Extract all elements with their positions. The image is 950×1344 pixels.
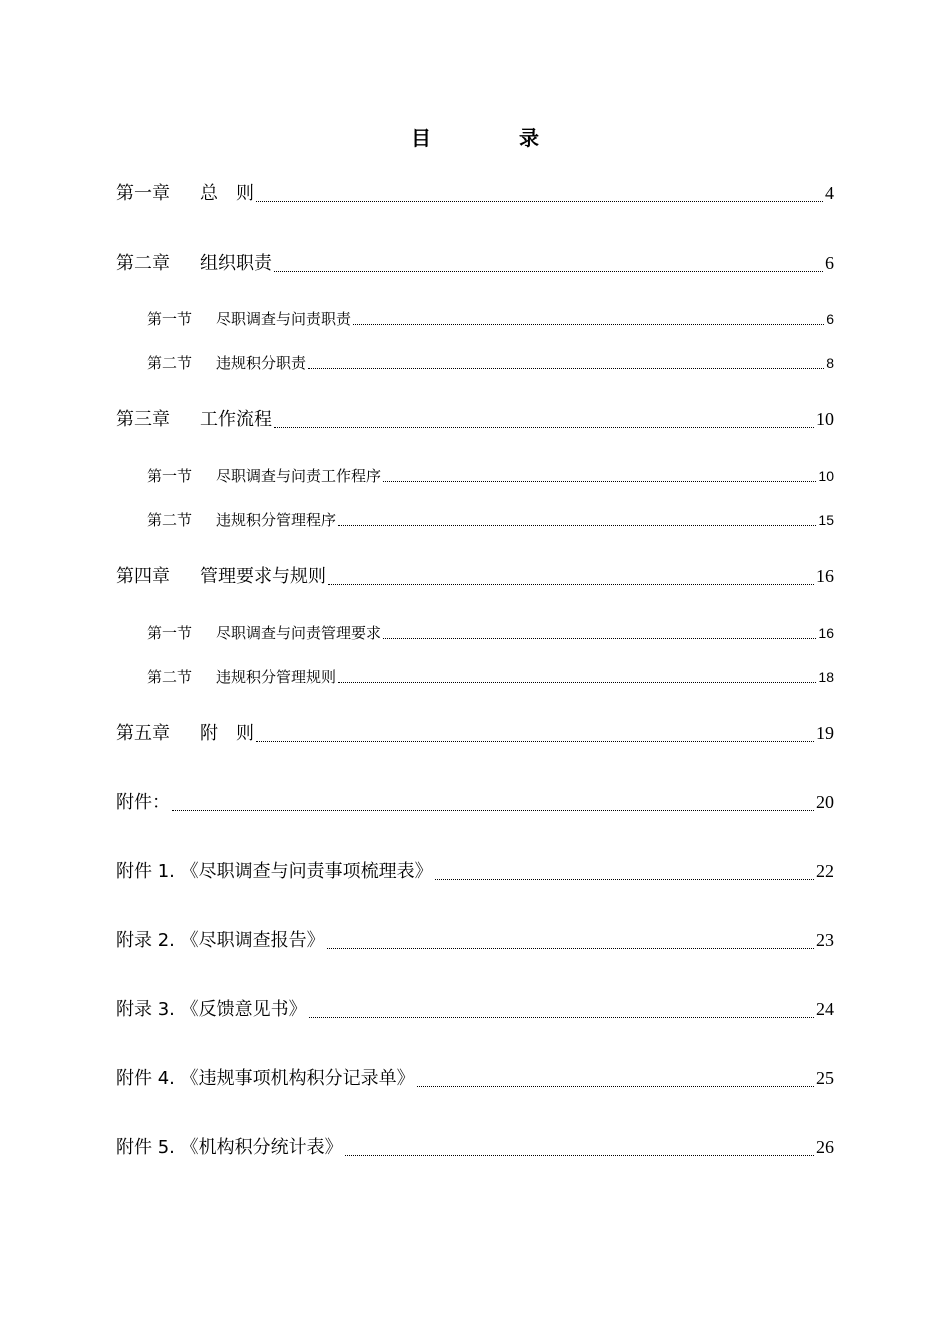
toc-page-number: 18 — [818, 669, 834, 685]
toc-entry-label: 附录 3. 《反馈意见书》 — [116, 999, 307, 1020]
toc-entry-label: 第四章 管理要求与规则 — [116, 566, 326, 587]
toc-entry-chapter-3[interactable] — [116, 407, 834, 432]
toc-page-number: 24 — [816, 999, 834, 1019]
toc-entry-section-4-2[interactable] — [147, 667, 834, 687]
toc-entry-appendix-5[interactable] — [116, 1135, 834, 1160]
toc-entry-label: 第二章 组织职责 — [116, 253, 272, 274]
toc-page-number: 6 — [826, 311, 834, 327]
toc-entry-label: 附件 1. 《尽职调查与问责事项梳理表》 — [116, 861, 433, 882]
toc-leader-dots — [328, 584, 814, 585]
toc-entry-label: 第一章 总 则 — [116, 183, 254, 204]
toc-title: 目 录 — [411, 126, 573, 150]
toc-leader-dots — [338, 682, 816, 683]
toc-entry-appendix-3[interactable] — [116, 997, 834, 1022]
toc-leader-dots — [435, 879, 814, 880]
toc-page-number: 15 — [818, 512, 834, 528]
toc-leader-dots — [256, 741, 814, 742]
toc-leader-dots — [353, 324, 824, 325]
toc-entry-section-2-2[interactable] — [147, 353, 834, 373]
toc-entry-label: 第二节 违规积分管理程序 — [147, 511, 337, 529]
toc-leader-dots — [308, 368, 824, 369]
toc-page-number: 10 — [816, 409, 834, 429]
toc-entry-label: 附件 5. 《机构积分统计表》 — [116, 1137, 343, 1158]
toc-entry-label: 第一节 尽职调查与问责职责 — [147, 310, 352, 328]
toc-entry-label: 附件 4. 《违规事项机构积分记录单》 — [116, 1068, 415, 1089]
toc-entry-appendix-2[interactable] — [116, 928, 834, 953]
toc-page-number: 6 — [825, 253, 834, 273]
toc-leader-dots — [274, 271, 823, 272]
toc-page-number: 19 — [816, 723, 834, 743]
toc-entry-appendix-1[interactable] — [116, 859, 834, 884]
toc-entry-chapter-1[interactable] — [116, 181, 834, 206]
toc-page-number: 20 — [816, 792, 834, 812]
toc-entry-label: 第二节 违规积分职责 — [147, 354, 307, 372]
toc-leader-dots — [172, 810, 814, 811]
toc-entry-label: 第三章 工作流程 — [116, 409, 272, 430]
toc-leader-dots — [417, 1086, 814, 1087]
toc-entry-section-4-1[interactable] — [147, 623, 834, 643]
toc-entry-chapter-5[interactable] — [116, 721, 834, 746]
toc-page-number: 10 — [818, 468, 834, 484]
toc-page-number: 22 — [816, 861, 834, 881]
toc-leader-dots — [338, 525, 816, 526]
toc-page-number: 16 — [818, 625, 834, 641]
toc-entry-appendix-4[interactable] — [116, 1066, 834, 1091]
toc-leader-dots — [383, 638, 816, 639]
toc-entry-chapter-2[interactable] — [116, 251, 834, 276]
toc-entry-section-3-1[interactable] — [147, 466, 834, 486]
toc-entry-chapter-4[interactable] — [116, 564, 834, 589]
toc-page-number: 4 — [825, 183, 834, 203]
toc-page-number: 26 — [816, 1137, 834, 1157]
toc-page-number: 25 — [816, 1068, 834, 1088]
toc-entry-appendix[interactable] — [116, 790, 834, 815]
toc-entry-label: 第一节 尽职调查与问责工作程序 — [147, 467, 382, 485]
toc-leader-dots — [345, 1155, 814, 1156]
toc-leader-dots — [274, 427, 814, 428]
toc-page-number: 23 — [816, 930, 834, 950]
toc-entry-label: 第二节 违规积分管理规则 — [147, 668, 337, 686]
toc-leader-dots — [383, 481, 816, 482]
toc-entry-label: 附件： — [116, 792, 170, 813]
toc-leader-dots — [309, 1017, 814, 1018]
toc-page-number: 8 — [826, 355, 834, 371]
toc-page-number: 16 — [816, 566, 834, 586]
toc-entry-label: 附录 2. 《尽职调查报告》 — [116, 930, 325, 951]
toc-entry-section-3-2[interactable] — [147, 510, 834, 530]
toc-leader-dots — [256, 201, 823, 202]
toc-entry-label: 第一节 尽职调查与问责管理要求 — [147, 624, 382, 642]
toc-leader-dots — [327, 948, 814, 949]
toc-entry-label: 第五章 附 则 — [116, 723, 254, 744]
toc-entry-section-2-1[interactable] — [147, 309, 834, 329]
